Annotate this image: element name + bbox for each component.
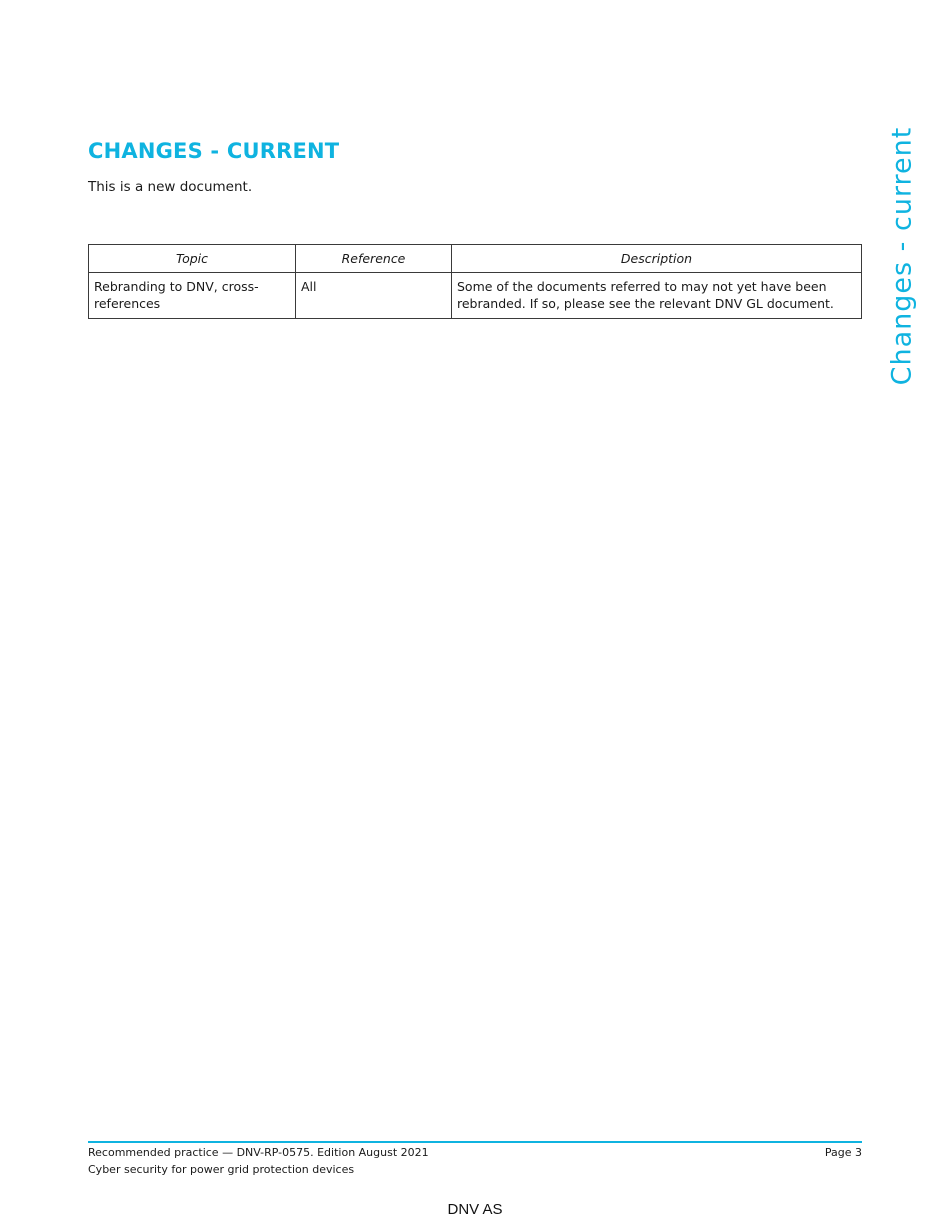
intro-text: This is a new document. <box>88 179 253 195</box>
footer-divider <box>88 1141 862 1143</box>
column-header-topic: Topic <box>89 245 296 273</box>
column-header-reference: Reference <box>296 245 452 273</box>
footer-document-reference: Recommended practice — DNV-RP-0575. Edition August 2021 <box>88 1146 429 1159</box>
side-section-tab: Changes - current <box>886 126 918 386</box>
cell-description: Some of the documents referred to may not yet have been rebranded. If so, please see the relevant DNV GL document. <box>452 273 862 319</box>
cell-topic: Rebranding to DNV, cross-references <box>89 273 296 319</box>
company-name: DNV AS <box>447 1201 503 1218</box>
cell-reference: All <box>296 273 452 319</box>
footer-page-number: Page 3 <box>824 1146 862 1159</box>
changes-table <box>88 244 862 319</box>
table-row <box>89 273 862 319</box>
column-header-description: Description <box>452 245 862 273</box>
page-heading: CHANGES - CURRENT <box>88 139 340 163</box>
footer-document-title: Cyber security for power grid protection devices <box>88 1163 355 1176</box>
table-header-row <box>89 245 862 273</box>
